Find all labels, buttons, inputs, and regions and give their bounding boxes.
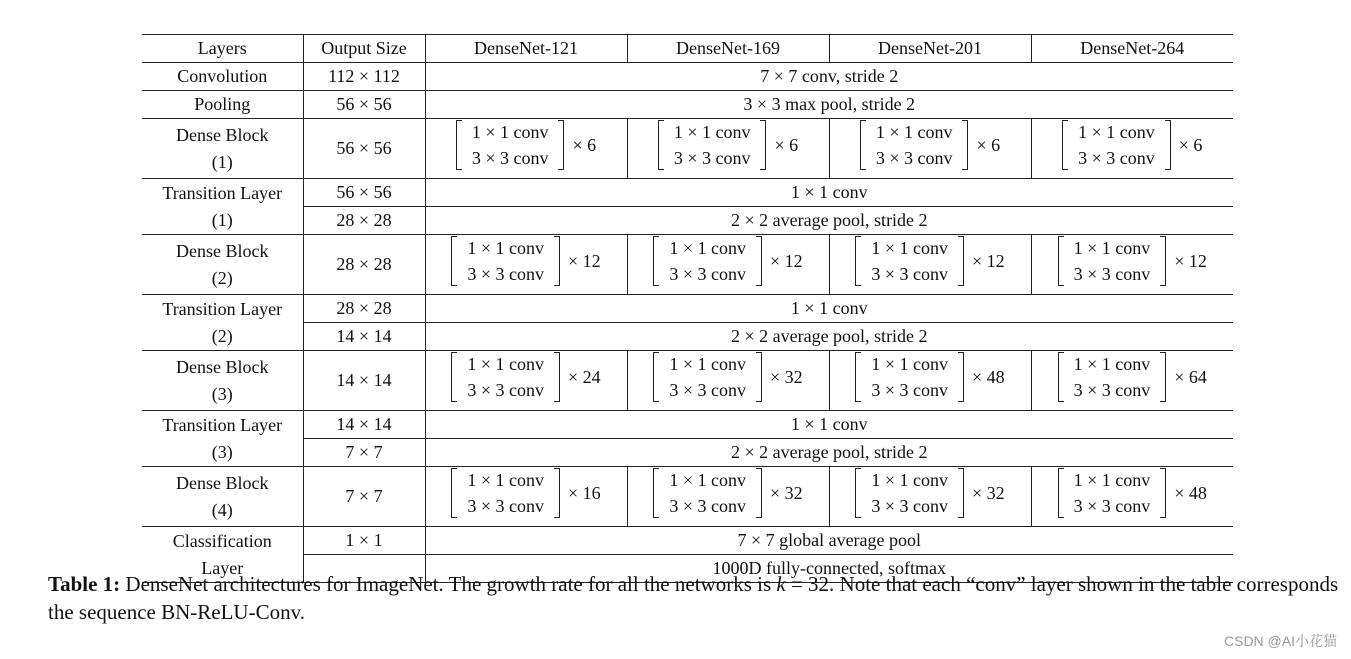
dense-block-cell: [627, 351, 829, 411]
bracket-matrix: [855, 351, 1004, 403]
matrix-row: 3 × 3 conv: [471, 148, 549, 168]
table-row: [142, 467, 1233, 527]
repeat-count: × 6: [1178, 134, 1203, 155]
dense-block-cell: [425, 351, 627, 411]
layer-name: [142, 467, 303, 527]
output-size: 28 × 28: [303, 207, 425, 235]
left-bracket: [1058, 352, 1064, 402]
matrix-rows: [665, 235, 750, 287]
table-row: [142, 527, 1233, 555]
layer-op: 2 × 2 average pool, stride 2: [425, 439, 1233, 467]
left-bracket: [1058, 236, 1064, 286]
bracket-matrix: [653, 235, 802, 287]
matrix-rows: [1070, 235, 1155, 287]
repeat-count: × 6: [572, 134, 597, 155]
layer-name: Convolution: [142, 63, 303, 91]
matrix-row: 3 × 3 conv: [669, 496, 746, 516]
layer-title: Dense Block: [176, 240, 269, 261]
bracket-matrix: [653, 351, 802, 403]
header-row: [142, 35, 1233, 63]
matrix-rows: [665, 467, 750, 519]
matrix-row: 1 × 1 conv: [669, 470, 746, 490]
output-size: 56 × 56: [303, 119, 425, 179]
output-size: 56 × 56: [303, 179, 425, 207]
output-size: 14 × 14: [303, 351, 425, 411]
repeat-count: × 12: [769, 250, 803, 271]
matrix-rows: [1070, 351, 1155, 403]
table-row: [142, 295, 1233, 323]
table-row: [142, 179, 1233, 207]
right-bracket: [756, 236, 762, 286]
layer-op: 1 × 1 conv: [425, 411, 1233, 439]
matrix-rows: [867, 351, 952, 403]
layer-name: [142, 235, 303, 295]
layer-index: (4): [211, 499, 233, 520]
watermark: CSDN @AI小花猫: [1224, 633, 1337, 649]
matrix-row: 3 × 3 conv: [1073, 380, 1151, 400]
matrix-row: 3 × 3 conv: [467, 496, 544, 516]
right-bracket: [554, 468, 560, 518]
right-bracket: [958, 236, 964, 286]
table-row: [142, 411, 1233, 439]
left-bracket: [451, 468, 457, 518]
layer-index: (1): [211, 209, 233, 230]
layer-name: Pooling: [142, 91, 303, 119]
output-size: 14 × 14: [303, 411, 425, 439]
right-bracket: [962, 120, 968, 170]
bracket-matrix: [658, 119, 798, 171]
layer-op: 2 × 2 average pool, stride 2: [425, 323, 1233, 351]
repeat-count: × 6: [976, 134, 1001, 155]
right-bracket: [558, 120, 564, 170]
repeat-count: × 12: [567, 250, 601, 271]
matrix-rows: [468, 119, 553, 171]
left-bracket: [1062, 120, 1068, 170]
bracket-matrix: [451, 351, 600, 403]
layer-op: 7 × 7 conv, stride 2: [425, 63, 1233, 91]
matrix-row: 1 × 1 conv: [1078, 122, 1155, 142]
repeat-count: × 32: [769, 482, 803, 503]
layer-index: (2): [211, 325, 233, 346]
layer-title: Classification: [172, 530, 272, 551]
bracket-matrix: [855, 467, 1004, 519]
repeat-count: × 64: [1174, 366, 1207, 387]
dense-block-cell: [829, 119, 1031, 179]
left-bracket: [653, 468, 659, 518]
layer-op: 7 × 7 global average pool: [425, 527, 1233, 555]
matrix-row: 3 × 3 conv: [673, 148, 751, 168]
matrix-row: 3 × 3 conv: [1073, 496, 1151, 516]
dense-block-cell: [829, 351, 1031, 411]
header-cell: DenseNet-201: [829, 35, 1031, 63]
dense-block-cell: [425, 467, 627, 527]
repeat-count: × 32: [769, 366, 803, 387]
layer-name: [142, 295, 303, 351]
dense-block-cell: [627, 235, 829, 295]
layer-title: Transition Layer: [162, 298, 283, 319]
right-bracket: [554, 352, 560, 402]
densenet-architecture-table: [142, 34, 1233, 583]
layer-index: (3): [211, 441, 233, 462]
output-size: 7 × 7: [303, 439, 425, 467]
header-cell: DenseNet-121: [425, 35, 627, 63]
left-bracket: [855, 236, 861, 286]
caption-label: Table 1:: [48, 572, 121, 596]
bracket-matrix: [1058, 467, 1207, 519]
output-size: 56 × 56: [303, 91, 425, 119]
repeat-count: × 48: [971, 366, 1005, 387]
layer-title-line2: Layer: [201, 557, 244, 578]
layer-op: 3 × 3 max pool, stride 2: [425, 91, 1233, 119]
right-bracket: [756, 468, 762, 518]
matrix-rows: [670, 119, 755, 171]
layer-index: (3): [211, 383, 233, 404]
caption-text: DenseNet architectures for ImageNet. The growth rate for all the networks is: [120, 572, 777, 596]
right-bracket: [760, 120, 766, 170]
left-bracket: [658, 120, 664, 170]
layer-title: Transition Layer: [162, 182, 283, 203]
right-bracket: [958, 468, 964, 518]
header-cell: Output Size: [303, 35, 425, 63]
matrix-row: 3 × 3 conv: [467, 264, 544, 284]
repeat-count: × 6: [774, 134, 799, 155]
dense-block-cell: [1031, 119, 1233, 179]
right-bracket: [756, 352, 762, 402]
layer-op: 1 × 1 conv: [425, 295, 1233, 323]
right-bracket: [1165, 120, 1171, 170]
matrix-rows: [665, 351, 750, 403]
matrix-row: 1 × 1 conv: [467, 470, 544, 490]
layer-index: (1): [211, 151, 233, 172]
bracket-matrix: [1058, 235, 1207, 287]
bracket-matrix: [456, 119, 596, 171]
table-row: [142, 91, 1233, 119]
output-size: 7 × 7: [303, 467, 425, 527]
left-bracket: [855, 468, 861, 518]
table-row: [142, 439, 1233, 467]
right-bracket: [1160, 468, 1166, 518]
table-row: [142, 207, 1233, 235]
caption-variable: k: [776, 572, 786, 596]
left-bracket: [855, 352, 861, 402]
matrix-rows: [867, 235, 952, 287]
layer-op: 2 × 2 average pool, stride 2: [425, 207, 1233, 235]
right-bracket: [1160, 352, 1166, 402]
dense-block-cell: [1031, 235, 1233, 295]
matrix-rows: [867, 467, 952, 519]
repeat-count: × 32: [971, 482, 1005, 503]
matrix-row: 1 × 1 conv: [871, 470, 948, 490]
matrix-rows: [872, 119, 957, 171]
matrix-row: 3 × 3 conv: [467, 380, 544, 400]
table-row: [142, 323, 1233, 351]
matrix-row: 3 × 3 conv: [1073, 264, 1151, 284]
header-cell: Layers: [142, 35, 303, 63]
bracket-matrix: [451, 467, 600, 519]
matrix-row: 3 × 3 conv: [871, 496, 948, 516]
matrix-row: 3 × 3 conv: [1078, 148, 1155, 168]
bracket-matrix: [451, 235, 600, 287]
matrix-row: 3 × 3 conv: [669, 264, 746, 284]
output-size: 112 × 112: [303, 63, 425, 91]
repeat-count: × 12: [971, 250, 1005, 271]
bracket-matrix: [855, 235, 1004, 287]
output-size: 28 × 28: [303, 295, 425, 323]
table-caption: [48, 570, 1343, 626]
dense-block-cell: [425, 235, 627, 295]
table-row: [142, 63, 1233, 91]
matrix-row: 1 × 1 conv: [871, 238, 948, 258]
right-bracket: [554, 236, 560, 286]
bracket-matrix: [1062, 119, 1202, 171]
matrix-row: 1 × 1 conv: [875, 122, 953, 142]
dense-block-cell: [829, 467, 1031, 527]
left-bracket: [451, 236, 457, 286]
layer-name: [142, 411, 303, 467]
dense-block-cell: [1031, 351, 1233, 411]
matrix-row: 1 × 1 conv: [1073, 238, 1151, 258]
matrix-row: 3 × 3 conv: [871, 380, 948, 400]
matrix-rows: [463, 235, 548, 287]
table-row: [142, 235, 1233, 295]
dense-block-cell: [627, 119, 829, 179]
layer-op: 1000D fully-connected, softmax: [425, 555, 1233, 583]
dense-block-cell: [627, 467, 829, 527]
table-row: [142, 119, 1233, 179]
left-bracket: [456, 120, 462, 170]
dense-block-cell: [425, 119, 627, 179]
matrix-rows: [463, 351, 548, 403]
header-cell: DenseNet-169: [627, 35, 829, 63]
matrix-row: 1 × 1 conv: [467, 238, 544, 258]
layer-title: Dense Block: [176, 124, 269, 145]
matrix-row: 3 × 3 conv: [875, 148, 953, 168]
layer-name: [142, 179, 303, 235]
bracket-matrix: [860, 119, 1000, 171]
matrix-rows: [1070, 467, 1155, 519]
layer-op: 1 × 1 conv: [425, 179, 1233, 207]
bracket-matrix: [1058, 351, 1207, 403]
left-bracket: [653, 352, 659, 402]
layer-name: [142, 351, 303, 411]
repeat-count: × 12: [1174, 250, 1207, 271]
matrix-row: 1 × 1 conv: [1073, 354, 1151, 374]
layer-title: Transition Layer: [162, 414, 283, 435]
matrix-row: 1 × 1 conv: [673, 122, 751, 142]
output-size: 14 × 14: [303, 323, 425, 351]
repeat-count: × 16: [567, 482, 601, 503]
bracket-matrix: [653, 467, 802, 519]
matrix-row: 3 × 3 conv: [871, 264, 948, 284]
layer-index: (2): [211, 267, 233, 288]
table-row: [142, 351, 1233, 411]
dense-block-cell: [829, 235, 1031, 295]
layer-title: Dense Block: [176, 472, 269, 493]
matrix-row: 1 × 1 conv: [1073, 470, 1151, 490]
header-cell: DenseNet-264: [1031, 35, 1233, 63]
matrix-row: 1 × 1 conv: [467, 354, 544, 374]
left-bracket: [1058, 468, 1064, 518]
right-bracket: [1160, 236, 1166, 286]
matrix-row: 1 × 1 conv: [871, 354, 948, 374]
left-bracket: [653, 236, 659, 286]
matrix-rows: [1074, 119, 1159, 171]
caption-text: = 32. Note that each “conv” layer shown in the table corresponds the sequence BN-ReLU-Conv.: [48, 572, 1339, 624]
repeat-count: × 24: [567, 366, 601, 387]
right-bracket: [958, 352, 964, 402]
left-bracket: [451, 352, 457, 402]
left-bracket: [860, 120, 866, 170]
matrix-row: 1 × 1 conv: [471, 122, 549, 142]
output-size: 28 × 28: [303, 235, 425, 295]
matrix-row: 1 × 1 conv: [669, 238, 746, 258]
matrix-rows: [463, 467, 548, 519]
layer-name: [142, 119, 303, 179]
dense-block-cell: [1031, 467, 1233, 527]
matrix-row: 1 × 1 conv: [669, 354, 746, 374]
matrix-row: 3 × 3 conv: [669, 380, 746, 400]
repeat-count: × 48: [1174, 482, 1207, 503]
layer-title: Dense Block: [176, 356, 269, 377]
output-size: 1 × 1: [303, 527, 425, 555]
